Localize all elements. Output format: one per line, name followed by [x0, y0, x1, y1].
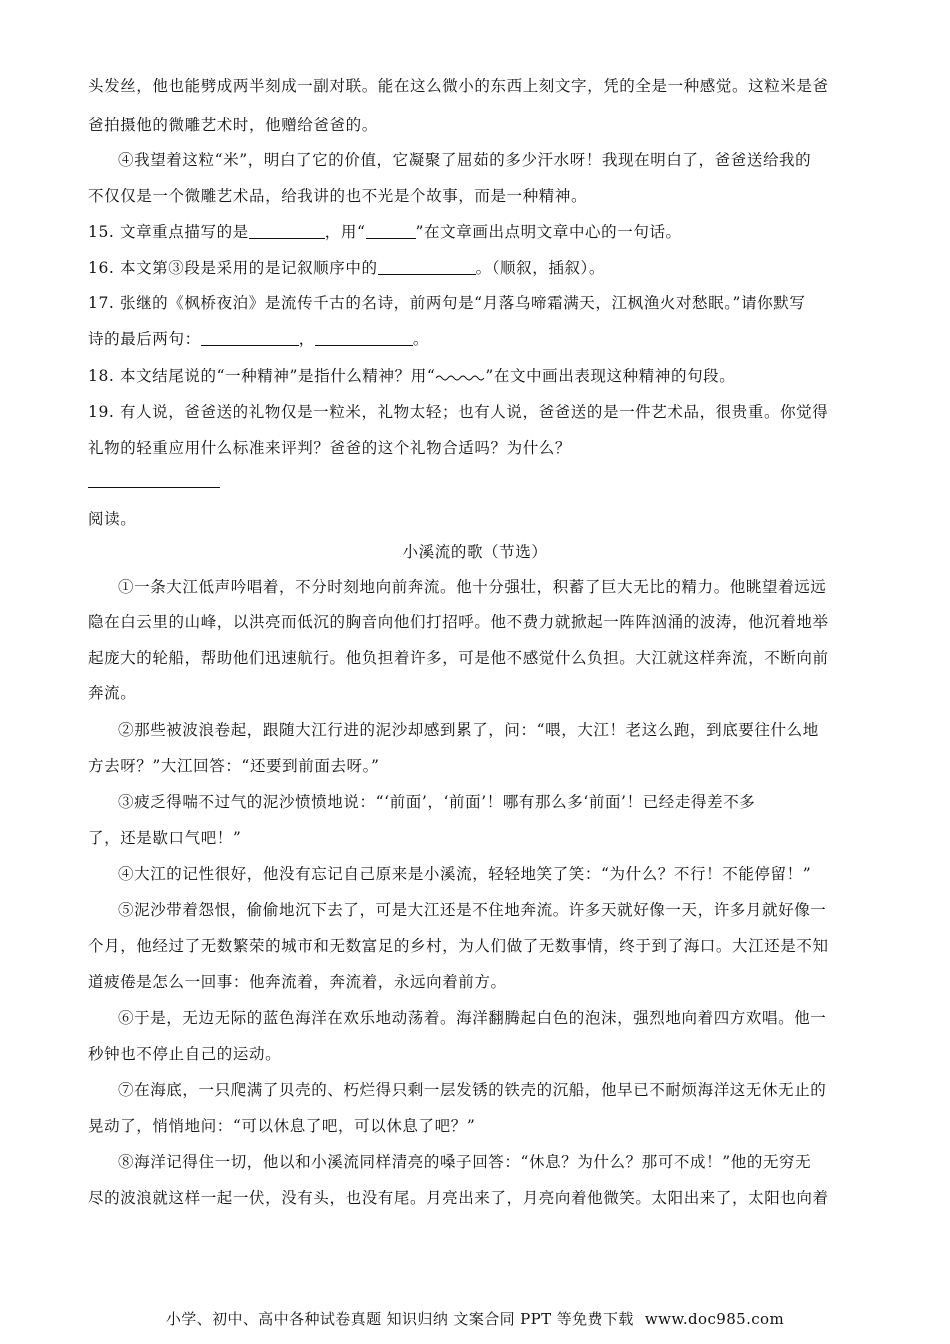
reading-line: 晃动了，悄悄地问：“可以休息了吧，可以休息了吧？”: [88, 1117, 476, 1135]
reading-line: 个月，他经过了无数繁荣的城市和无数富足的乡村，为人们做了无数事情，终于到了海口。大江还是不知: [88, 937, 829, 955]
answer-blank[interactable]: [378, 260, 476, 275]
question-16: [88, 258, 864, 278]
reading-label: 阅读。: [88, 510, 137, 528]
reading-paragraph-6: ⑥于是，无边无际的蓝色海洋在欢乐地动荡着。海洋翻腾起白色的泡沫，强烈地向着四方欢唱。他一: [118, 1009, 827, 1027]
reading-paragraph-4: ④大江的记性很好，他没有忘记自己原来是小溪流，轻轻地笑了笑：“为什么？不行！不能停留！”: [118, 865, 812, 883]
reading-paragraph-7: ⑦在海底，一只爬满了贝壳的、朽烂得只剩一层发锈的铁壳的沉船，他早已不耐烦海洋这无休无止的: [118, 1081, 827, 1099]
answer-blank[interactable]: [249, 224, 325, 239]
answer-blank[interactable]: [201, 331, 299, 346]
reading-paragraph-1: ①一条大江低声吟唱着，不分时刻地向前奔流。他十分强壮，积蓄了巨大无比的精力。他眺望着远远: [118, 578, 827, 596]
reading-line: 隐在白云里的山峰，以洪亮而低沉的胸音向他们打招呼。他不费力就掀起一阵阵汹涌的波涛，他沉着地举: [88, 613, 829, 631]
question-text: 诗的最后两句：: [88, 330, 201, 348]
reading-line: 起庞大的轮船，帮助他们迅速航行。他负担着许多，可是他不感觉什么负担。大江就这样奔流，不断向前: [88, 649, 829, 667]
reading-line: 尽的波浪就这样一起一伏，没有头，也没有尾。月亮出来了，月亮向着他微笑。太阳出来了，太阳也向着: [88, 1189, 829, 1207]
reading-paragraph-3: ③疲乏得喘不过气的泥沙愤愤地说：“‘前面’，‘前面’！哪有那么多‘前面’！已经走得差不多: [118, 793, 756, 811]
question-text: ”在文章画出点明文章中心的一句话。: [415, 223, 682, 241]
reading-paragraph-2: ②那些被波浪卷起，跟随大江行进的泥沙却感到累了，问：“喂，大江！老这么跑，到底要往什么地: [118, 721, 819, 739]
reading-line: 了，还是歇口气吧！”: [88, 829, 242, 847]
footer-text: 小学、初中、高中各种试卷真题 知识归纳 文案合同 PPT 等免费下载: [165, 1310, 634, 1328]
reading-line: 道疲倦是怎么一回事：他奔流着，奔流着，永远向着前方。: [88, 973, 507, 991]
question-text: 。: [412, 330, 429, 348]
passage-line: 头发丝，他也能劈成两半刻成一副对联。能在这么微小的东西上刻文字，凭的全是一种感觉。这粒米是爸: [88, 77, 829, 95]
reading-line: 秒钟也不停止自己的运动。: [88, 1045, 282, 1063]
passage-line: 不仅仅是一个微雕艺术品，给我讲的也不光是个故事，而是一种精神。: [88, 187, 588, 205]
wavy-underline-mark: [435, 373, 485, 381]
section-divider: [88, 487, 220, 488]
paragraph-4: ④我望着这粒“米”，明白了它的价值，它凝聚了屈茹的多少汗水呀！我现在明白了，爸爸送给我的: [118, 151, 812, 169]
question-15: [88, 222, 864, 242]
question-text: 18. 本文结尾说的“一种精神”是指什么精神？用“: [88, 367, 436, 385]
reading-paragraph-5: ⑤泥沙带着怨恨，偷偷地沉下去了，可是大江还是不住地奔流。许多天就好像一天，许多月就好像一: [118, 901, 827, 919]
question-text: 16. 本文第③段是采用的是记叙顺序中的: [88, 259, 378, 277]
passage-line: 爸拍摄他的微雕艺术时，他赠给爸爸的。: [88, 116, 378, 134]
reading-paragraph-8: ⑧海洋记得住一切，他以和小溪流同样清亮的嗓子回答：“休息？为什么？那可不成！”他的无穷无: [118, 1153, 812, 1171]
footer-link[interactable]: www.doc985.com: [644, 1310, 785, 1328]
reading-line: 方去呀？”大江回答：“还要到前面去呀。”: [88, 757, 380, 775]
page-footer: [0, 1308, 950, 1329]
underline-mark: [366, 224, 416, 239]
reading-line: 奔流。: [88, 684, 137, 702]
passage-title: 小溪流的歌（节选）: [402, 543, 548, 561]
question-text: ”在文中画出表现这种精神的句段。: [485, 367, 736, 385]
question-19-line2: 礼物的轻重应用什么标准来评判？爸爸的这个礼物合适吗？为什么？: [88, 439, 572, 457]
answer-blank[interactable]: [315, 331, 413, 346]
question-17: 17. 张继的《枫桥夜泊》是流传千古的名诗，前两句是“月落乌啼霜满天，江枫渔火对愁眠。”请你默写: [88, 294, 806, 312]
question-text: ，: [298, 330, 315, 348]
question-19: 19. 有人说，爸爸送的礼物仅是一粒米，礼物太轻；也有人说，爸爸送的是一件艺术品，很贵重。你觉得: [88, 403, 829, 421]
question-text: 15. 文章重点描写的是: [88, 223, 249, 241]
question-18: [88, 366, 864, 386]
question-text: ，用“: [324, 223, 366, 241]
question-text: 。（顺叙，插叙）。: [475, 259, 605, 277]
question-17-line2: [88, 329, 864, 349]
